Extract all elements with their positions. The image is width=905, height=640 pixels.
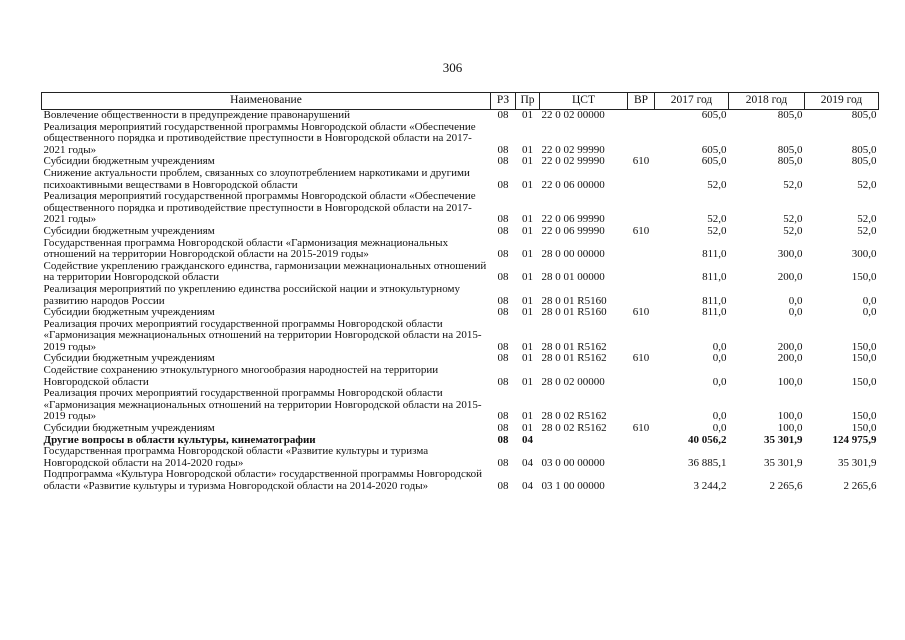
pr-cell: 01 xyxy=(522,422,533,435)
name-cell: Реализация прочих мероприятий государственной программы Новгородской области «Гармонизация межнациональных отношений на территории Новгородской области на 2015-2019 годы» xyxy=(43,317,482,353)
value-2018-cell: 52,0 xyxy=(783,213,803,226)
rz-cell: 08 xyxy=(497,155,509,168)
name-cell: Реализация мероприятий государственной программы Новгородской области «Обеспечение общественного порядка и противодействие преступности в Новгородской области на 2017-2021 годы» xyxy=(43,190,476,226)
cst-cell: 28 0 01 R5162 xyxy=(541,352,607,365)
value-2018-cell: 100,0 xyxy=(777,375,803,388)
value-2019-cell: 150,0 xyxy=(851,340,877,353)
name-cell: Реализация мероприятий по укреплению единства российской нации и этнокультурному развитию народов России xyxy=(43,282,460,307)
header-2019: 2019 год xyxy=(805,93,879,110)
table-row xyxy=(42,261,879,284)
value-2017-cell: 0,0 xyxy=(712,340,727,353)
value-2018-cell: 100,0 xyxy=(777,410,803,423)
value-2018-cell: 0,0 xyxy=(788,306,803,319)
rz-cell: 08 xyxy=(497,306,509,319)
vr-cell xyxy=(628,388,655,423)
name-cell: Государственная программа Новгородской области «Развитие культуры и туризма Новгородской области на 2014-2020 годы» xyxy=(43,445,429,469)
value-2018-cell: 52,0 xyxy=(783,178,803,191)
table-row xyxy=(42,388,879,423)
value-2019-cell: 805,0 xyxy=(851,155,877,168)
table-row xyxy=(42,446,879,469)
value-2019-cell: 52,0 xyxy=(857,178,877,191)
pr-cell: 04 xyxy=(522,433,533,446)
value-2019-cell: 124 975,9 xyxy=(832,433,877,446)
pr-cell: 01 xyxy=(522,178,533,191)
cst-cell: 22 0 02 99990 xyxy=(541,143,605,156)
vr-cell xyxy=(628,435,655,447)
value-2017-cell: 52,0 xyxy=(707,213,727,226)
value-2019-cell: 150,0 xyxy=(851,352,877,365)
rz-cell: 08 xyxy=(497,294,509,307)
name-cell: Вовлечение общественности в предупреждение правонарушений xyxy=(43,109,351,121)
table-row xyxy=(42,307,879,319)
value-2019-cell: 150,0 xyxy=(851,422,877,435)
pr-cell: 01 xyxy=(522,224,533,237)
vr-cell: 610 xyxy=(632,224,650,237)
value-2018-cell: 200,0 xyxy=(777,340,803,353)
value-2018-cell: 35 301,9 xyxy=(764,433,803,446)
cst-cell: 22 0 06 99990 xyxy=(541,213,605,226)
budget-table xyxy=(41,92,879,493)
cst-cell: 22 0 02 99990 xyxy=(541,155,605,168)
table-row xyxy=(42,469,879,492)
name-cell: Реализация прочих мероприятий государственной программы Новгородской области «Гармонизация межнациональных отношений на территории Новгородской области на 2015-2019 годы» xyxy=(43,387,482,423)
name-cell: Субсидии бюджетным учреждениям xyxy=(43,155,215,168)
value-2018-cell: 300,0 xyxy=(777,248,803,261)
vr-cell xyxy=(628,319,655,354)
name-cell: Субсидии бюджетным учреждениям xyxy=(43,352,215,365)
value-2017-cell: 811,0 xyxy=(702,271,727,284)
cst-cell: 03 1 00 00000 xyxy=(541,480,605,492)
value-2019-cell: 805,0 xyxy=(851,109,877,121)
pr-cell: 01 xyxy=(522,410,533,423)
value-2018-cell: 100,0 xyxy=(777,422,803,435)
value-2019-cell: 150,0 xyxy=(851,410,877,423)
value-2019-cell: 0,0 xyxy=(862,306,877,319)
vr-cell xyxy=(628,365,655,388)
cst-cell: 28 0 01 00000 xyxy=(541,271,605,284)
value-2017-cell: 3 244,2 xyxy=(693,480,727,492)
pr-cell: 01 xyxy=(522,352,533,365)
pr-cell: 01 xyxy=(522,294,533,307)
cst-cell: 22 0 06 00000 xyxy=(541,178,605,191)
value-2017-cell: 0,0 xyxy=(712,352,727,365)
cst-cell: 28 0 02 R5162 xyxy=(541,422,607,435)
value-2018-cell: 0,0 xyxy=(788,294,803,307)
rz-cell: 08 xyxy=(497,213,509,226)
vr-cell: 610 xyxy=(632,352,650,365)
page-number: 306 xyxy=(442,60,463,75)
name-cell: Субсидии бюджетным учреждениям xyxy=(43,306,215,319)
value-2017-cell: 40 056,2 xyxy=(688,433,727,446)
cst-cell: 28 0 02 R5162 xyxy=(541,410,607,423)
value-2017-cell: 811,0 xyxy=(702,248,727,261)
pr-cell: 01 xyxy=(522,306,533,319)
rz-cell: 08 xyxy=(497,456,509,469)
value-2019-cell: 150,0 xyxy=(851,271,877,284)
header-2018: 2018 год xyxy=(729,93,805,110)
value-2018-cell: 52,0 xyxy=(783,224,803,237)
pr-cell: 01 xyxy=(522,340,533,353)
value-2019-cell: 35 301,9 xyxy=(838,456,877,469)
value-2017-cell: 36 885,1 xyxy=(688,456,727,469)
table-row xyxy=(42,191,879,226)
vr-cell xyxy=(628,261,655,284)
vr-cell: 610 xyxy=(632,422,650,435)
rz-cell: 08 xyxy=(497,480,509,492)
table-header-row xyxy=(42,93,879,110)
vr-cell: 610 xyxy=(632,306,650,319)
cst-cell: 28 0 00 00000 xyxy=(541,248,605,261)
header-2017: 2017 год xyxy=(655,93,729,110)
value-2017-cell: 0,0 xyxy=(712,375,727,388)
name-cell: Субсидии бюджетным учреждениям xyxy=(43,224,215,237)
value-2018-cell: 2 265,6 xyxy=(769,480,803,492)
value-2019-cell: 300,0 xyxy=(851,248,877,261)
name-cell: Снижение актуальности проблем, связанных со злоупотреблением наркотиками и другими психоактивными веществами в Новгородской области xyxy=(43,166,470,191)
table-row xyxy=(42,168,879,191)
pr-cell: 01 xyxy=(522,248,533,261)
vr-cell: 610 xyxy=(632,155,650,168)
rz-cell: 08 xyxy=(497,178,509,191)
table-row xyxy=(42,284,879,307)
table-row xyxy=(42,365,879,388)
cst-cell: 28 0 01 R5160 xyxy=(541,294,607,307)
rz-cell: 08 xyxy=(497,410,509,423)
value-2019-cell: 2 265,6 xyxy=(843,480,877,492)
value-2017-cell: 605,0 xyxy=(701,143,727,156)
value-2017-cell: 811,0 xyxy=(702,306,727,319)
vr-cell xyxy=(628,191,655,226)
header-name: Наименование xyxy=(42,93,491,110)
value-2019-cell: 805,0 xyxy=(851,143,877,156)
pr-cell: 01 xyxy=(522,155,533,168)
cst-cell: 22 0 06 99990 xyxy=(541,224,605,237)
table-body xyxy=(42,110,879,493)
cst-cell: 22 0 02 00000 xyxy=(541,109,605,121)
pr-cell: 01 xyxy=(522,213,533,226)
vr-cell xyxy=(628,238,655,261)
value-2017-cell: 52,0 xyxy=(707,178,727,191)
value-2017-cell: 811,0 xyxy=(702,294,727,307)
rz-cell: 08 xyxy=(497,422,509,435)
value-2017-cell: 605,0 xyxy=(701,155,727,168)
pr-cell: 01 xyxy=(522,109,533,121)
vr-cell xyxy=(628,469,655,492)
rz-cell: 08 xyxy=(497,271,509,284)
rz-cell: 08 xyxy=(497,143,509,156)
vr-cell xyxy=(628,122,655,157)
name-cell: Содействие сохранению этнокультурного многообразия народностей на территории Новгородской области xyxy=(43,364,439,388)
pr-cell: 04 xyxy=(522,480,533,492)
value-2018-cell: 35 301,9 xyxy=(764,456,803,469)
pr-cell: 01 xyxy=(522,271,533,284)
value-2017-cell: 0,0 xyxy=(712,410,727,423)
header-pr: Пр xyxy=(516,93,540,110)
vr-cell xyxy=(628,168,655,191)
name-cell: Подпрограмма «Культура Новгородской области» государственной программы Новгородской области «Развитие культуры и туризма Новгородской области на 2014-2020 годы» xyxy=(43,468,483,492)
rz-cell: 08 xyxy=(497,224,509,237)
cst-cell xyxy=(540,435,628,447)
value-2018-cell: 200,0 xyxy=(777,271,803,284)
table-row xyxy=(42,122,879,157)
table-row xyxy=(42,319,879,354)
header-cst: ЦСТ xyxy=(540,93,628,110)
value-2019-cell: 0,0 xyxy=(862,294,877,307)
value-2018-cell: 805,0 xyxy=(777,155,803,168)
table-row xyxy=(42,226,879,238)
name-cell: Субсидии бюджетным учреждениям xyxy=(43,422,215,435)
value-2017-cell: 52,0 xyxy=(707,224,727,237)
vr-cell xyxy=(628,284,655,307)
rz-cell: 08 xyxy=(497,433,509,446)
rz-cell: 08 xyxy=(497,248,509,261)
value-2018-cell: 200,0 xyxy=(777,352,803,365)
value-2018-cell: 805,0 xyxy=(777,143,803,156)
table-row xyxy=(42,110,879,122)
value-2018-cell: 805,0 xyxy=(777,109,803,121)
rz-cell: 08 xyxy=(497,375,509,388)
cst-cell: 28 0 02 00000 xyxy=(541,375,605,388)
value-2017-cell: 0,0 xyxy=(712,422,727,435)
value-2017-cell: 605,0 xyxy=(701,109,727,121)
vr-cell xyxy=(628,110,655,122)
name-cell: Другие вопросы в области культуры, кинематографии xyxy=(43,433,316,446)
rz-cell: 08 xyxy=(497,109,509,121)
value-2019-cell: 150,0 xyxy=(851,375,877,388)
name-cell: Государственная программа Новгородской области «Гармонизация межнациональных отношений на территории Новгородской области на 2015-2019 годы» xyxy=(43,236,449,261)
cst-cell: 28 0 01 R5162 xyxy=(541,340,607,353)
header-rz: РЗ xyxy=(491,93,516,110)
pr-cell: 01 xyxy=(522,143,533,156)
pr-cell: 01 xyxy=(522,375,533,388)
table-row xyxy=(42,423,879,435)
value-2019-cell: 52,0 xyxy=(857,213,877,226)
value-2019-cell: 52,0 xyxy=(857,224,877,237)
header-vr: ВР xyxy=(628,93,655,110)
rz-cell: 08 xyxy=(497,340,509,353)
cst-cell: 28 0 01 R5160 xyxy=(541,306,607,319)
pr-cell: 04 xyxy=(522,456,533,469)
name-cell: Реализация мероприятий государственной программы Новгородской области «Обеспечение общественного порядка и противодействие преступности в Новгородской области на 2017-2021 годы» xyxy=(43,120,476,156)
table-row xyxy=(42,238,879,261)
cst-cell: 03 0 00 00000 xyxy=(541,456,605,469)
name-cell: Содействие укреплению гражданского единства, гармонизации межнациональных отношений на территории Новгородской области xyxy=(43,259,487,284)
vr-cell xyxy=(628,446,655,469)
rz-cell: 08 xyxy=(497,352,509,365)
